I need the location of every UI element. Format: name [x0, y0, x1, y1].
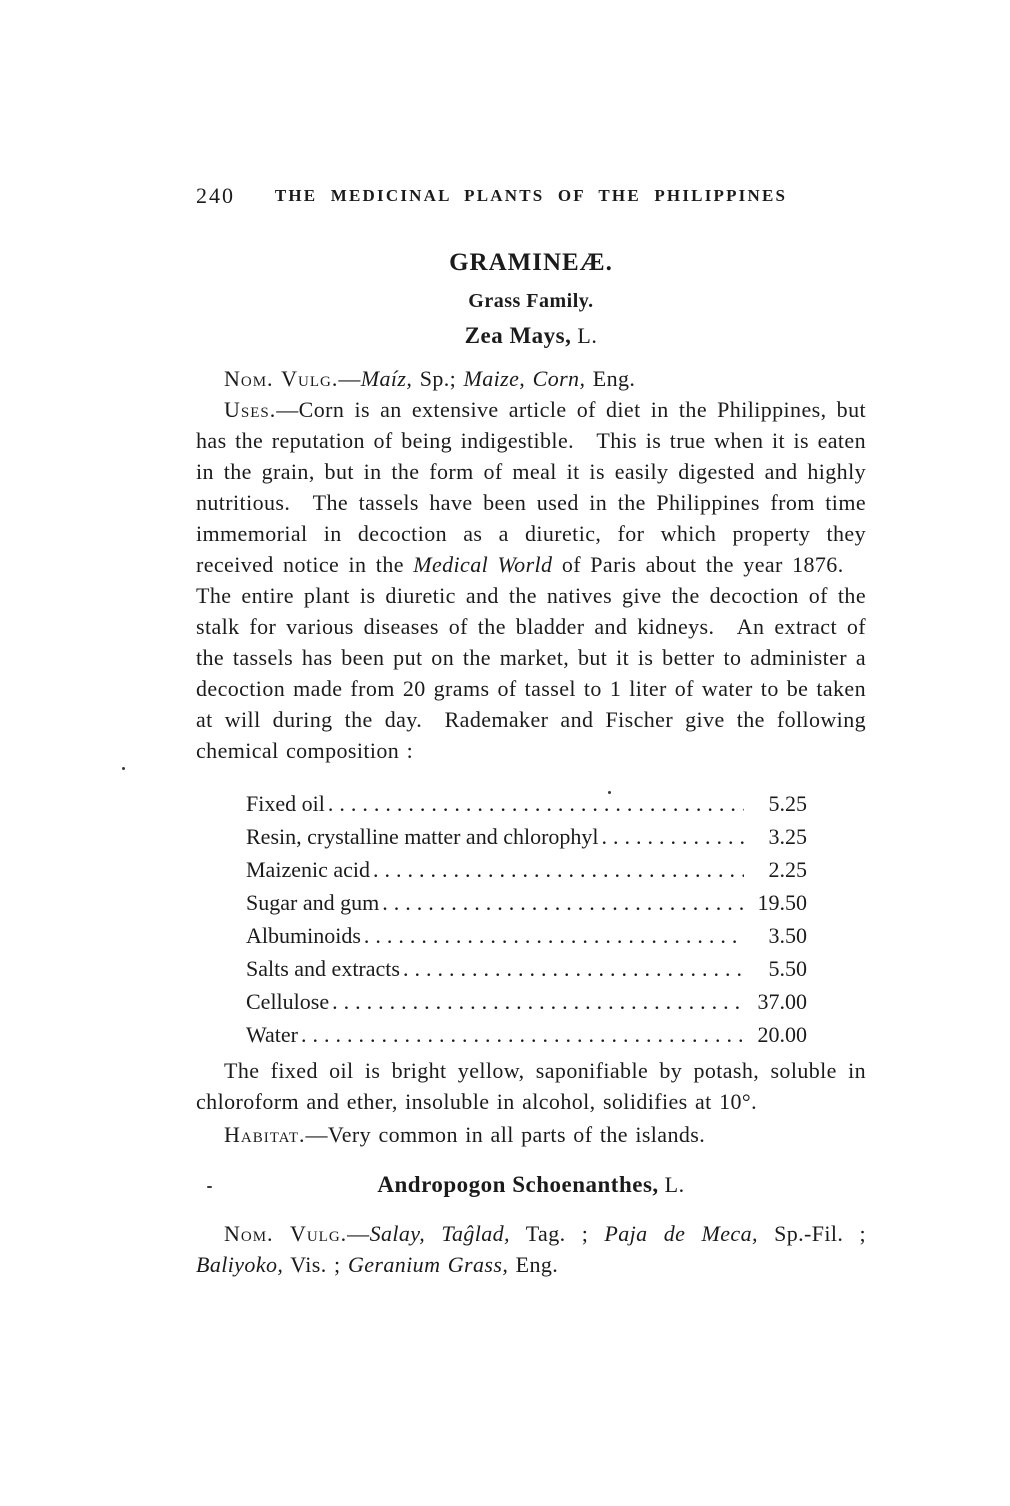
- running-head: [196, 183, 866, 209]
- composition-row: [246, 787, 807, 820]
- nom-vulg-paragraph-andropogon: [196, 1218, 866, 1280]
- habitat-label: Habitat.: [224, 1122, 306, 1147]
- running-title: THE MEDICINAL PLANTS OF THE PHILIPPINES: [274, 186, 788, 205]
- composition-row: [246, 1018, 807, 1051]
- component-name: Sugar and gum: [246, 890, 380, 915]
- scan-speck: [608, 791, 611, 794]
- uses-paragraph: [196, 394, 866, 766]
- component-value: 3.25: [768, 824, 807, 849]
- separator: Vis. ;: [283, 1252, 348, 1277]
- component-name: Cellulose: [246, 989, 330, 1014]
- component-value: 5.50: [768, 956, 807, 981]
- dot-leader: [373, 853, 744, 886]
- component-name: Fixed oil: [246, 791, 325, 816]
- dot-leader: [382, 886, 744, 919]
- text-block: [196, 183, 866, 1280]
- habitat-text: —Very common in all parts of the islands.: [305, 1122, 706, 1147]
- separator: [525, 366, 532, 391]
- species-heading-zea-mays: [196, 323, 866, 349]
- nom-vulg-label: Nom. Vulg.: [224, 366, 339, 391]
- dot-leader: [332, 985, 744, 1018]
- component-value: 37.00: [757, 989, 807, 1014]
- separator: Sp.;: [412, 366, 464, 391]
- dash: —: [338, 366, 361, 391]
- species-name: Andropogon Schoenanthes,: [377, 1172, 659, 1197]
- composition-table: [246, 787, 807, 1051]
- scan-speck: [207, 1186, 212, 1188]
- component-value: 2.25: [768, 857, 807, 882]
- composition-row: [246, 886, 807, 919]
- separator: Eng.: [585, 366, 636, 391]
- family-heading: GRAMINEÆ.: [449, 249, 613, 276]
- species-heading-andropogon: [196, 1172, 866, 1198]
- page-number: 240: [196, 183, 235, 208]
- separator: Sp.-Fil. ;: [757, 1221, 866, 1246]
- vernacular-name: Geranium Grass,: [347, 1252, 509, 1277]
- vernacular-name: Baliyoko,: [196, 1252, 284, 1277]
- nom-vulg-paragraph-zea: [196, 363, 866, 394]
- dot-leader: [328, 787, 744, 820]
- dash: —: [347, 1221, 370, 1246]
- composition-row: [246, 952, 807, 985]
- component-name: Albuminoids: [246, 923, 361, 948]
- species-name: Zea Mays,: [464, 323, 572, 348]
- vernacular-name: Maize,: [463, 366, 526, 391]
- family-common-name: Grass Family.: [468, 290, 594, 312]
- fixed-oil-paragraph: The fixed oil is bright yellow, saponifiable by potash, soluble in chloroform and ether, insoluble in alcohol, solidifies at 10°.: [196, 1058, 866, 1114]
- vernacular-name: Paja de Meca,: [604, 1221, 758, 1246]
- dot-leader: [602, 820, 744, 853]
- journal-name: Medical World: [413, 552, 553, 577]
- component-name: Resin, crystalline matter and chlorophyl: [246, 824, 599, 849]
- component-value: 19.50: [757, 890, 807, 915]
- composition-row: [246, 985, 807, 1018]
- uses-label: Uses.: [224, 397, 277, 422]
- composition-row: [246, 919, 807, 952]
- uses-text-1: —Corn is an extensive article of diet in the Philippines, but has the reputation of being indigestible. This is true when it is eaten in the grain, but in the form of meal it is easily digested and highly nutritious. The tassels have been used in the Philippines from time immemorial in decoction as a diuretic, for which property they received notice in the: [196, 397, 866, 577]
- scan-speck: [122, 767, 125, 770]
- vernacular-name: Corn,: [532, 366, 586, 391]
- component-value: 3.50: [768, 923, 807, 948]
- vernacular-name: Maíz,: [360, 366, 413, 391]
- component-name: Maizenic acid: [246, 857, 370, 882]
- nom-vulg-label: Nom. Vulg.: [224, 1221, 348, 1246]
- composition-row: [246, 820, 807, 853]
- composition-row: [246, 853, 807, 886]
- separator: Tag. ;: [509, 1221, 605, 1246]
- habitat-paragraph: [196, 1119, 866, 1150]
- uses-text-2: of Paris about the year 1876. The entire plant is diuretic and the natives give the decoction of the stalk for various diseases of the bladder and kidneys. An extract of the tassels has been put on the market, but it is better to administer a decoction made from 20 grams of tassel to 1 liter of water to be taken at will during the day. Rademaker and Fischer give the following chemical composition :: [196, 552, 866, 763]
- species-author: L.: [571, 323, 598, 348]
- component-value: 5.25: [768, 791, 807, 816]
- species-author: L.: [658, 1172, 685, 1197]
- dot-leader: [301, 1018, 744, 1051]
- dot-leader: [364, 919, 744, 952]
- component-value: 20.00: [757, 1022, 807, 1047]
- separator: Eng.: [508, 1252, 559, 1277]
- component-name: Water: [246, 1022, 298, 1047]
- dot-leader: [403, 952, 744, 985]
- vernacular-name: Salay, Taĝlad,: [369, 1221, 510, 1246]
- component-name: Salts and extracts: [246, 956, 400, 981]
